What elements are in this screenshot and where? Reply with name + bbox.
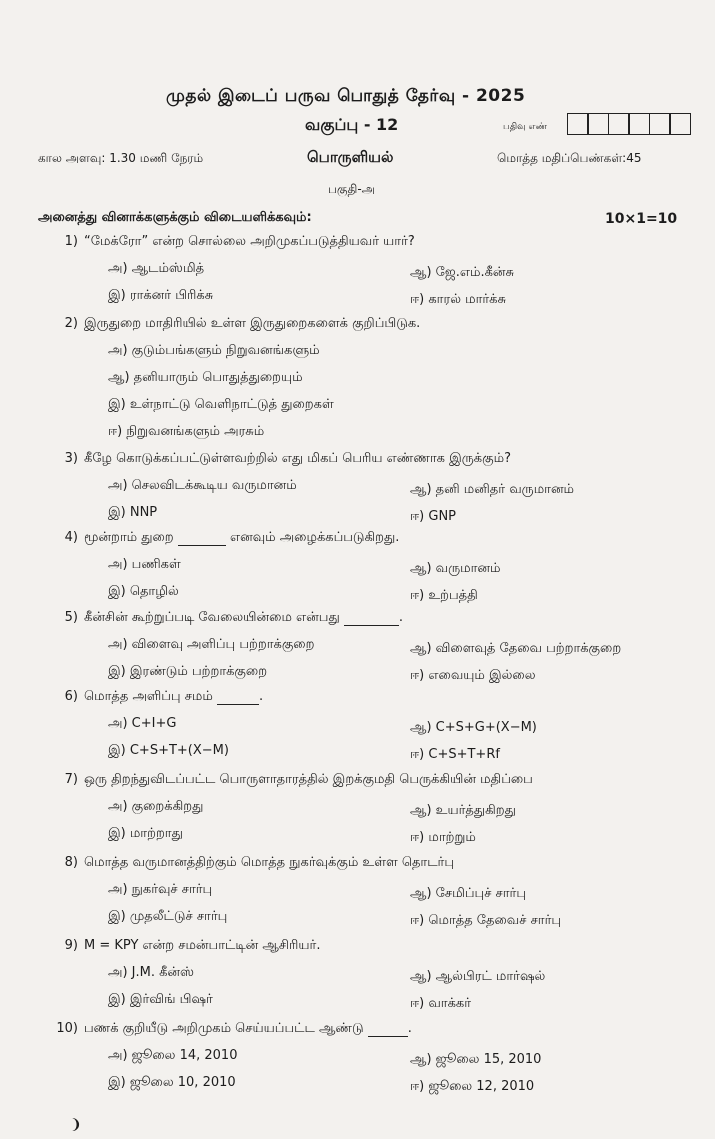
question-number: 5) xyxy=(64,610,78,625)
answer-option[interactable]: இ) NNP xyxy=(108,505,158,520)
answer-option[interactable]: இ) மாற்றாது xyxy=(108,826,183,841)
question-number: 3) xyxy=(64,451,78,466)
answer-option[interactable]: ஈ) GNP xyxy=(410,509,457,524)
answer-option[interactable]: இ) இர்விங் பிஷர் xyxy=(108,992,213,1007)
answer-option[interactable]: ஈ) காரல் மார்க்சு xyxy=(410,292,506,307)
answer-option[interactable]: இ) முதலீட்டுச் சார்பு xyxy=(108,909,228,924)
total-marks: மொத்த மதிப்பெண்கள்:45 xyxy=(497,151,642,165)
question-number: 7) xyxy=(64,772,78,787)
answer-option[interactable]: ஆ) ஆல்பிரட் மார்ஷல் xyxy=(410,969,546,984)
answer-option[interactable]: இ) உள்நாட்டு வெளிநாட்டுத் துறைகள் xyxy=(108,397,334,412)
answer-option[interactable]: ஆ) உயர்த்துகிறது xyxy=(410,803,516,818)
question-number: 4) xyxy=(64,530,78,545)
register-number-label: பதிவு எண் xyxy=(503,122,548,132)
time-duration: கால அளவு: 1.30 மணி நேரம் xyxy=(38,151,204,165)
answer-option[interactable]: அ) நுகர்வுச் சார்பு xyxy=(108,882,213,897)
answer-option[interactable]: அ) J.M. கீன்ஸ் xyxy=(108,965,194,980)
question-text-suffix: . xyxy=(259,689,264,704)
question-text: கீழே கொடுக்கப்பட்டுள்ளவற்றில் எது மிகப் பெரிய எண்ணாக இருக்கும்? xyxy=(84,451,511,466)
question-5 xyxy=(48,610,403,626)
register-digit-box[interactable] xyxy=(669,113,691,135)
answer-option[interactable]: ஈ) மாற்றும் xyxy=(410,830,476,845)
answer-option[interactable]: ஆ) விளைவுத் தேவை பற்றாக்குறை xyxy=(410,641,622,656)
question-9 xyxy=(48,938,320,954)
register-number-boxes[interactable] xyxy=(568,113,691,135)
register-digit-box[interactable] xyxy=(567,113,589,135)
question-number: 8) xyxy=(64,855,78,870)
answer-option[interactable]: ஈ) C+S+T+Rf xyxy=(410,747,500,762)
question-text: மொத்த அளிப்பு சமம் xyxy=(84,689,213,704)
register-digit-box[interactable] xyxy=(649,113,671,135)
answer-option[interactable]: அ) குறைக்கிறது xyxy=(108,799,204,814)
answer-option[interactable]: அ) ஜூலை 14, 2010 xyxy=(108,1048,238,1063)
answer-option[interactable]: அ) செலவிடக்கூடிய வருமானம் xyxy=(108,478,297,493)
answer-option[interactable]: ஆ) C+S+G+(X−M) xyxy=(410,720,537,735)
answer-option[interactable]: அ) C+I+G xyxy=(108,716,177,731)
question-6 xyxy=(48,689,263,705)
register-digit-box[interactable] xyxy=(587,113,609,135)
question-number: 1) xyxy=(64,234,78,249)
question-text: “மேக்ரோ” என்ற சொல்லை அறிமுகப்படுத்தியவர் யார்? xyxy=(84,234,415,249)
question-2 xyxy=(48,316,420,332)
answer-option[interactable]: அ) குடும்பங்களும் நிறுவனங்களும் xyxy=(108,343,320,358)
answer-option[interactable]: இ) இரண்டும் பற்றாக்குறை xyxy=(108,664,268,679)
answer-blank[interactable] xyxy=(178,530,226,546)
answer-blank[interactable] xyxy=(344,610,399,626)
question-text: M = KPY என்ற சமன்பாட்டின் ஆசிரியர். xyxy=(84,938,321,953)
answer-option[interactable]: இ) தொழில் xyxy=(108,584,179,599)
answer-option[interactable]: இ) ராக்னர் பிரிக்சு xyxy=(108,288,214,303)
question-text: இருதுறை மாதிரியில் உள்ள இருதுறைகளைக் குறிப்பிடுக. xyxy=(84,316,421,331)
question-text-suffix: . xyxy=(407,1021,412,1036)
answer-option[interactable]: ஆ) வருமானம் xyxy=(410,561,501,576)
question-8 xyxy=(48,855,454,871)
question-text-suffix: . xyxy=(398,610,404,625)
answer-option[interactable]: இ) C+S+T+(X−M) xyxy=(108,743,229,758)
answer-blank[interactable] xyxy=(368,1021,408,1037)
answer-option[interactable]: அ) பணிகள் xyxy=(108,557,181,572)
question-text-suffix: எனவும் அழைக்கப்படுகிறது. xyxy=(225,530,400,545)
answer-option[interactable]: ஆ) ஜே.எம்.கீன்சு xyxy=(410,265,514,280)
answer-option[interactable]: ஈ) உற்பத்தி xyxy=(410,588,478,603)
register-digit-box[interactable] xyxy=(628,113,650,135)
answer-option[interactable]: அ) விளைவு அளிப்பு பற்றாக்குறை xyxy=(108,637,315,652)
question-text: மூன்றாம் துறை xyxy=(84,530,174,545)
question-1 xyxy=(48,234,415,250)
answer-option[interactable]: ஈ) வாக்கர் xyxy=(410,996,472,1011)
question-number: 2) xyxy=(64,316,78,331)
subject-name: பொருளியல் xyxy=(307,148,394,166)
answer-option[interactable]: ஈ) ஜூலை 12, 2010 xyxy=(410,1079,535,1094)
question-number: 10) xyxy=(56,1021,78,1036)
answer-option[interactable]: ஆ) தனியாரும் பொதுத்துறையும் xyxy=(108,370,303,385)
question-text: ஒரு திறந்துவிடப்பட்ட பொருளாதாரத்தில் இறக்குமதி பெருக்கியின் மதிப்பை xyxy=(84,772,533,787)
class-line: வகுப்பு - 12 xyxy=(305,115,399,134)
answer-option[interactable]: ஈ) நிறுவனங்களும் அரசும் xyxy=(108,424,265,439)
answer-option[interactable]: இ) ஜூலை 10, 2010 xyxy=(108,1075,236,1090)
question-text: பணக் குறியீடு அறிமுகம் செய்யப்பட்ட ஆண்டு xyxy=(84,1021,364,1036)
instruction: அனைத்து வினாக்களுக்கும் விடையளிக்கவும்: xyxy=(38,210,312,225)
question-7 xyxy=(48,772,533,788)
question-text: கீன்சின் கூற்றுப்படி வேலையின்மை என்பது xyxy=(84,610,340,625)
question-10 xyxy=(48,1021,412,1037)
question-3 xyxy=(48,451,511,467)
register-digit-box[interactable] xyxy=(608,113,630,135)
exam-title: முதல் இடைப் பருவ பொதுத் தேர்வு - 2025 xyxy=(166,86,526,106)
answer-option[interactable]: ஆ) சேமிப்புச் சார்பு xyxy=(410,886,527,901)
answer-option[interactable]: ஈ) மொத்த தேவைச் சார்பு xyxy=(410,913,562,928)
answer-option[interactable]: ஆ) ஜூலை 15, 2010 xyxy=(410,1052,542,1067)
part-label: பகுதி-அ xyxy=(328,182,376,196)
question-text: மொத்த வருமானத்திற்கும் மொத்த நுகர்வுக்கும் உள்ள தொடர்பு xyxy=(84,855,455,870)
answer-blank[interactable] xyxy=(217,689,259,705)
question-number: 9) xyxy=(64,938,78,953)
question-4 xyxy=(48,530,399,546)
marks-formula: 10×1=10 xyxy=(605,211,678,227)
answer-option[interactable]: ஈ) எவையும் இல்லை xyxy=(410,668,536,683)
scan-mark: ❩ xyxy=(70,1117,82,1133)
answer-option[interactable]: அ) ஆடம்ஸ்மித் xyxy=(108,261,205,276)
question-number: 6) xyxy=(64,689,78,704)
answer-option[interactable]: ஆ) தனி மனிதர் வருமானம் xyxy=(410,482,575,497)
